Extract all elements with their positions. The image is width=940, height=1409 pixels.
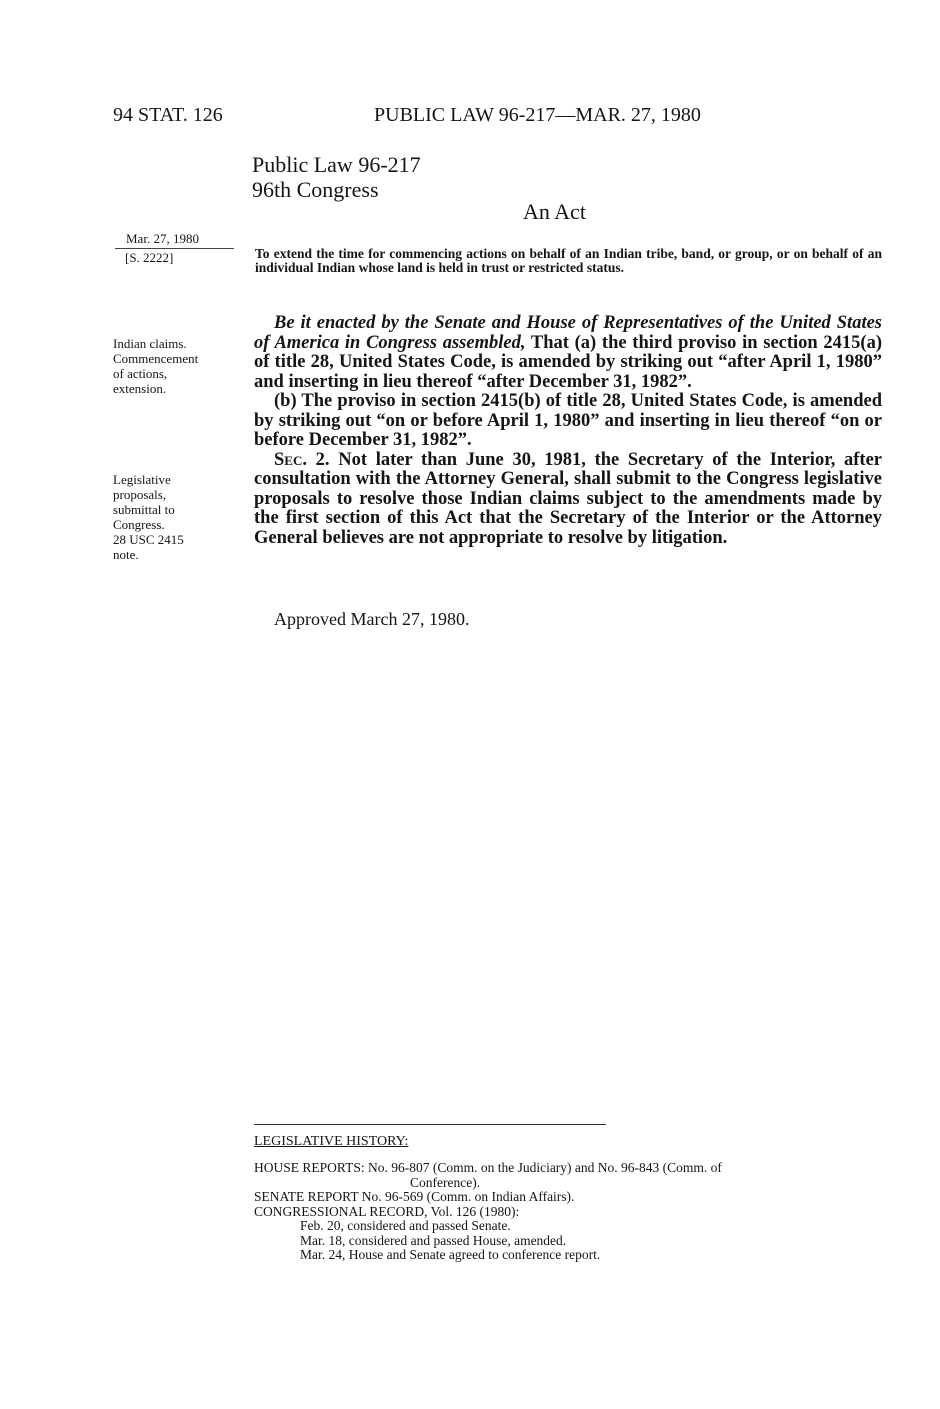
house-reports-continued: Conference). (410, 1174, 481, 1190)
section-2-label: Sec. 2. (274, 449, 330, 470)
approval-date: Approved March 27, 1980. (274, 609, 470, 629)
senate-report: SENATE REPORT No. 96-569 (Comm. on Indian Affairs). (254, 1189, 575, 1204)
section-1b: (b) The proviso in section 2415(b) of title 28, United States Code, is amended by striking out “on or before April 1, 1980” and inserting in lieu thereof “on or before December 31, 1982”. (254, 391, 882, 450)
congressional-record: CONGRESSIONAL RECORD, Vol. 126 (1980): (254, 1203, 520, 1219)
act-body (254, 314, 882, 548)
record-action: Mar. 24, House and Senate agreed to conference report. (300, 1247, 601, 1262)
legislative-history-heading: LEGISLATIVE HISTORY: (254, 1134, 409, 1149)
margin-note-line: note. (113, 547, 139, 562)
margin-date-note (115, 231, 225, 266)
divider (254, 1124, 606, 1125)
margin-note-line: submittal to (113, 502, 175, 517)
margin-note-line: of actions, (113, 366, 168, 381)
margin-note-line: Congress. (113, 517, 165, 532)
record-action: Feb. 20, considered and passed Senate. (300, 1218, 511, 1233)
section-1a (254, 314, 882, 392)
bill-number: [S. 2222] (125, 250, 174, 265)
stat-page-number: 94 STAT. 126 (113, 104, 223, 126)
section-2-text: Not later than June 30, 1981, the Secretary of the Interior, after consultation with the Attorney General, shall submit to the Congress legislative proposals to resolve those Indian claims subject to the amendments made by the first section of this Act that the Secretary of the Interior or the Attorney General believes are not appropriate to resolve by litigation. (254, 449, 883, 548)
law-number: Public Law 96-217 (252, 152, 421, 177)
purpose-text: To extend the time for commencing actions on behalf of an Indian tribe, band, or group, or on behalf of an individual Indian whose land is held in trust or restricted status. (255, 246, 882, 275)
margin-note-line: Legislative (113, 472, 171, 487)
section-1a-text: That (a) the third proviso in section 2415(a) of title 28, United States Code, is amended by striking out “after April 1, 1980” and inserting in lieu thereof “after December 31, 1982”. (254, 332, 883, 392)
act-title: An Act (523, 199, 586, 224)
record-action: Mar. 18, considered and passed House, amended. (300, 1232, 567, 1248)
act-purpose (255, 247, 882, 275)
enactment-date: Mar. 27, 1980 (115, 231, 234, 249)
law-identification (252, 152, 421, 202)
congress: 96th Congress (252, 177, 379, 202)
margin-note-line: proposals, (113, 487, 167, 502)
margin-note-line: Commencement (113, 351, 199, 366)
running-title: PUBLIC LAW 96-217—MAR. 27, 1980 (374, 104, 701, 126)
enacting-clause: Be it enacted by the Senate and House of Representatives of the United States of America in Congress assembled, (254, 313, 882, 353)
margin-note-indian-claims (113, 336, 233, 396)
legislative-history (254, 1161, 884, 1263)
margin-note-line: extension. (113, 381, 167, 396)
margin-note-line: Indian claims. (113, 336, 187, 351)
margin-note-line: 28 USC 2415 (113, 532, 184, 547)
margin-note-legislative-proposals (113, 472, 233, 562)
house-reports: HOUSE REPORTS: No. 96-807 (Comm. on the Judiciary) and No. 96-843 (Comm. of (254, 1160, 722, 1175)
section-2 (254, 451, 882, 549)
